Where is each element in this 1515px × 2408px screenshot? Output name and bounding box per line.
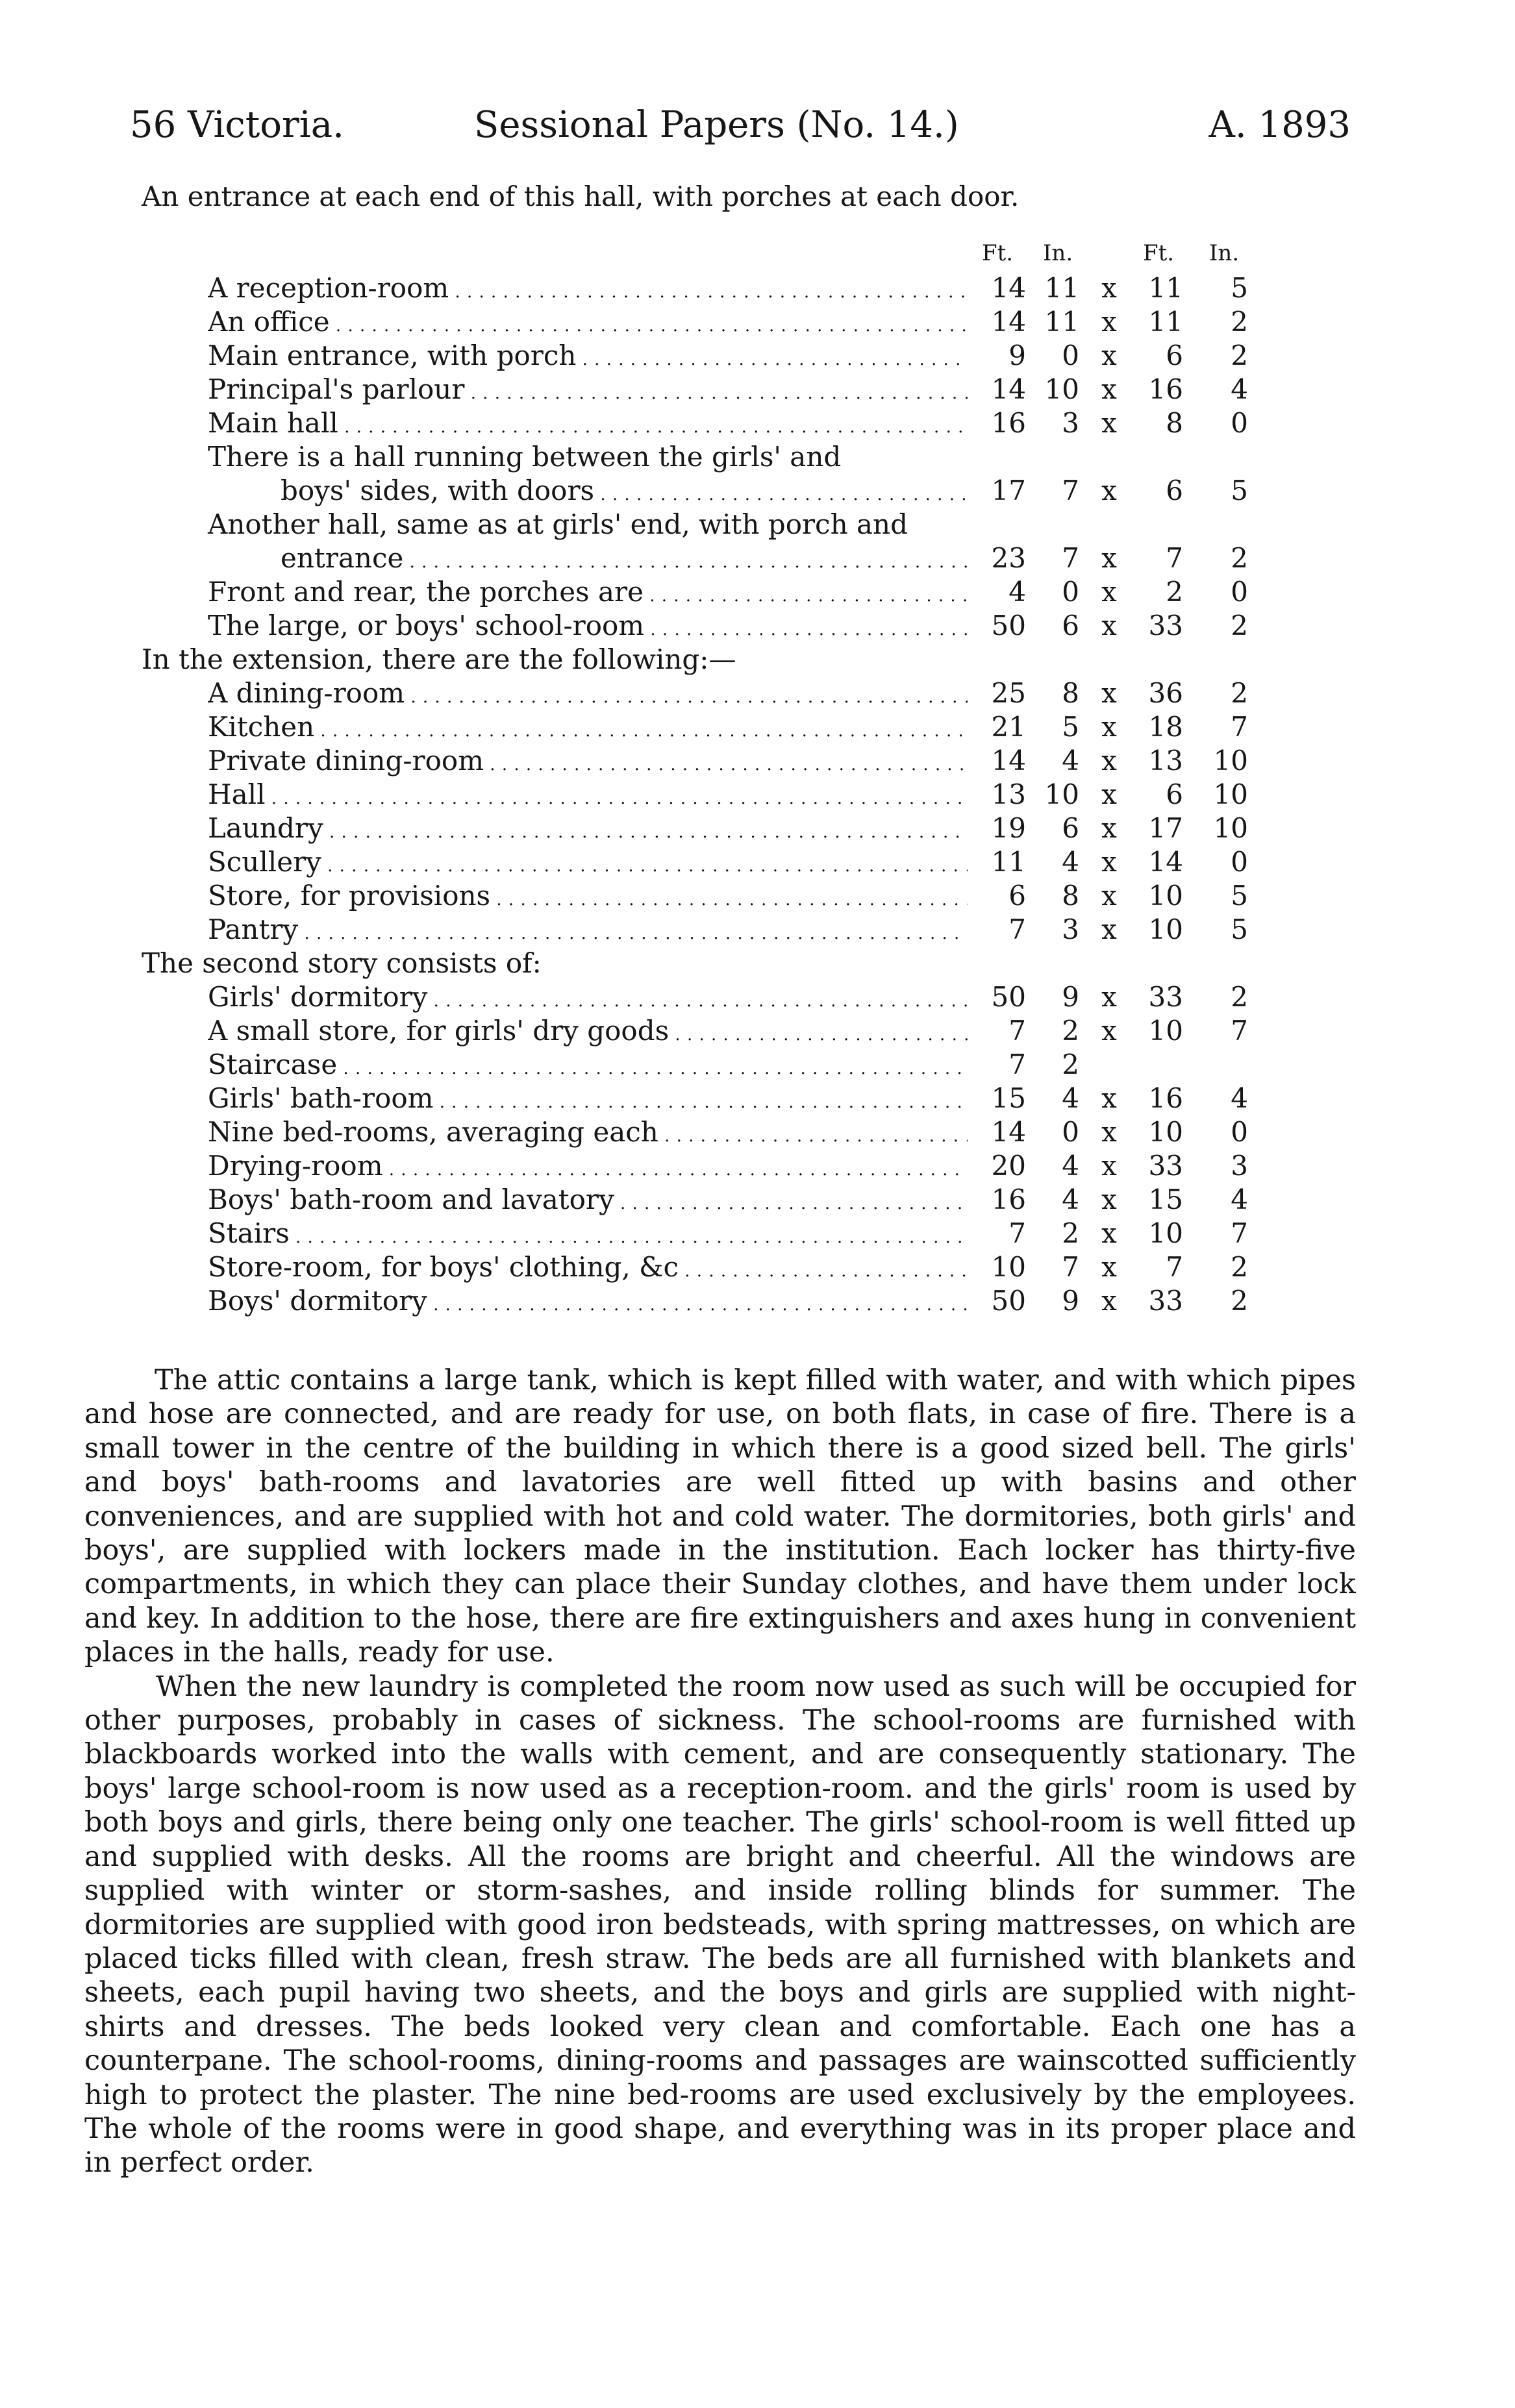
- times-sign: x: [1101, 373, 1117, 405]
- running-header: [130, 104, 1351, 162]
- length-feet: 6: [1008, 880, 1026, 912]
- width-feet: 17: [1148, 812, 1183, 844]
- row-label: Store, for provisions . . .: [208, 879, 968, 913]
- length-feet: 7: [1008, 913, 1026, 945]
- row-label: Main entrance, with porch . . .: [208, 339, 968, 373]
- row-label: Kitchen . . .: [208, 710, 968, 744]
- width-inches: 5: [1231, 913, 1248, 945]
- table-row: [0, 474, 1515, 508]
- width-inches: 0: [1231, 576, 1248, 608]
- width-inches: 2: [1231, 677, 1248, 709]
- length-inches: 2: [1062, 1015, 1079, 1047]
- paragraph-attic: The attic contains a large tank, which is kept filled with water, and with which pipes and hose are connected, and are ready for use, on both flats, in case of fire. There is a small tower in the centre of the building in which there is a good sized bell. The girls' and boys' bath-rooms and lavatories are well fitted up with basins and other conveniences, and are supplied with hot and cold water. The dormitories, both girls' and boys', are supplied with lockers made in the institution. Each locker has thirty-five compartments, in which they can place their Sunday clothes, and have them under lock and key. In addition to the hose, there are fire extinguishers and axes hung in convenient places in the halls, ready for use.: [84, 1364, 1356, 1669]
- times-sign: x: [1101, 846, 1117, 878]
- length-inches: 2: [1062, 1049, 1079, 1080]
- length-feet: 14: [991, 373, 1026, 405]
- times-sign: x: [1101, 306, 1117, 338]
- unit-inches-1: In.: [1043, 240, 1073, 266]
- width-inches: 7: [1231, 1015, 1248, 1047]
- width-feet: 36: [1148, 677, 1183, 709]
- table-row: [0, 339, 1515, 373]
- length-feet: 25: [991, 677, 1026, 709]
- length-inches: 2: [1062, 1217, 1079, 1249]
- width-feet: 14: [1148, 846, 1183, 878]
- table-row: [0, 879, 1515, 913]
- length-feet: 50: [991, 981, 1026, 1013]
- times-sign: x: [1101, 1116, 1117, 1148]
- length-inches: 11: [1044, 306, 1079, 338]
- length-feet: 11: [991, 846, 1026, 878]
- length-feet: 16: [991, 1184, 1026, 1215]
- length-feet: 14: [991, 272, 1026, 304]
- length-feet: 50: [991, 1285, 1026, 1317]
- times-sign: x: [1101, 1251, 1117, 1283]
- table-row: [0, 541, 1515, 575]
- length-feet: 7: [1008, 1217, 1026, 1249]
- table-row: [0, 1014, 1515, 1048]
- header-title: Sessional Papers (No. 14.): [474, 104, 959, 146]
- unit-feet-1: Ft.: [982, 240, 1014, 266]
- length-inches: 10: [1044, 373, 1079, 405]
- width-feet: 11: [1148, 272, 1183, 304]
- length-feet: 17: [991, 475, 1026, 506]
- row-label: Stairs . . .: [208, 1217, 968, 1250]
- second-story-heading: The second story consists of:: [142, 947, 542, 979]
- width-feet: 16: [1148, 373, 1183, 405]
- times-sign: x: [1101, 1184, 1117, 1215]
- table-row: [0, 271, 1515, 305]
- width-feet: 33: [1148, 1150, 1183, 1182]
- width-inches: 4: [1231, 1184, 1248, 1215]
- row-label: entrance . . .: [281, 541, 968, 575]
- times-sign: x: [1101, 542, 1117, 574]
- row-label: The large, or boys' school-room . . .: [208, 609, 968, 643]
- row-label: Private dining-room . . .: [208, 744, 968, 778]
- row-label: Boys' bath-room and lavatory . . .: [208, 1183, 968, 1217]
- length-feet: 13: [991, 778, 1026, 810]
- table-row: [0, 1284, 1515, 1318]
- row-label: boys' sides, with doors . . .: [281, 474, 968, 508]
- width-feet: 33: [1148, 981, 1183, 1013]
- length-feet: 20: [991, 1150, 1026, 1182]
- width-feet: 16: [1148, 1082, 1183, 1114]
- width-inches: 0: [1231, 846, 1248, 878]
- width-feet: 6: [1166, 778, 1183, 810]
- times-sign: x: [1101, 340, 1117, 371]
- length-feet: 14: [991, 745, 1026, 776]
- table-row: [0, 845, 1515, 879]
- length-inches: 8: [1062, 677, 1079, 709]
- row-label: Main hall . . .: [208, 406, 968, 440]
- body-text: [84, 1363, 1356, 2180]
- row-label: Girls' dormitory . . .: [208, 980, 968, 1014]
- length-feet: 23: [991, 542, 1026, 574]
- times-sign: x: [1101, 1217, 1117, 1249]
- width-feet: 7: [1166, 1251, 1183, 1283]
- times-sign: x: [1101, 778, 1117, 810]
- width-inches: 7: [1231, 711, 1248, 743]
- length-inches: 6: [1062, 812, 1079, 844]
- row-label: Staircase . . .: [208, 1048, 968, 1082]
- table-row: [0, 812, 1515, 845]
- table-row: [0, 1250, 1515, 1284]
- row-label: Boys' dormitory . . .: [208, 1284, 968, 1318]
- times-sign: x: [1101, 812, 1117, 844]
- times-sign: x: [1101, 407, 1117, 439]
- row-label: Drying-room . . .: [208, 1149, 968, 1183]
- length-feet: 15: [991, 1082, 1026, 1114]
- width-inches: 2: [1231, 1251, 1248, 1283]
- row-label: Nine bed-rooms, averaging each . . .: [208, 1115, 968, 1149]
- intro-line: An entrance at each end of this hall, with porches at each door.: [142, 180, 1020, 212]
- width-feet: 10: [1148, 880, 1183, 912]
- table-row: [0, 1082, 1515, 1115]
- times-sign: x: [1101, 880, 1117, 912]
- width-inches: 4: [1231, 373, 1248, 405]
- length-inches: 6: [1062, 610, 1079, 641]
- width-feet: 6: [1166, 340, 1183, 371]
- length-feet: 19: [991, 812, 1026, 844]
- length-inches: 4: [1062, 1150, 1079, 1182]
- hall-note-line: There is a hall running between the girls' and: [208, 441, 842, 473]
- length-inches: 7: [1062, 542, 1079, 574]
- table-row: [0, 575, 1515, 609]
- unit-inches-2: In.: [1209, 240, 1240, 266]
- width-inches: 2: [1231, 306, 1248, 338]
- row-label: Pantry . . .: [208, 913, 968, 947]
- width-inches: 7: [1231, 1217, 1248, 1249]
- width-feet: 15: [1148, 1184, 1183, 1215]
- width-inches: 2: [1231, 542, 1248, 574]
- row-label: Front and rear, the porches are . . .: [208, 575, 968, 609]
- table-row: [0, 1183, 1515, 1217]
- extension-heading: In the extension, there are the following:—: [142, 643, 736, 675]
- times-sign: x: [1101, 1015, 1117, 1047]
- another-hall-line: Another hall, same as at girls' end, with porch and: [208, 508, 908, 540]
- length-feet: 50: [991, 610, 1026, 641]
- width-inches: 10: [1213, 778, 1248, 810]
- header-year: A. 1893: [1208, 104, 1351, 146]
- length-inches: 5: [1062, 711, 1079, 743]
- width-inches: 2: [1231, 610, 1248, 641]
- length-inches: 0: [1062, 576, 1079, 608]
- width-feet: 2: [1166, 576, 1183, 608]
- width-inches: 0: [1231, 407, 1248, 439]
- times-sign: x: [1101, 677, 1117, 709]
- width-feet: 11: [1148, 306, 1183, 338]
- length-feet: 9: [1008, 340, 1026, 371]
- length-inches: 0: [1062, 1116, 1079, 1148]
- paragraph-laundry: When the new laundry is completed the room now used as such will be occupied for other purposes, probably in cases of sickness. The school-rooms are furnished with blackboards worked into the walls with cement, and are consequently stationary. The boys' large school-room is now used as a reception-room. and the girls' room is used by both boys and girls, there being only one teacher. The girls' school-room is well fitted up and supplied with desks. All the rooms are bright and cheerful. All the windows are supplied with winter or storm-sashes, and inside rolling blinds for summer. The dormitories are supplied with good iron bedsteads, with spring mattresses, on which are placed ticks filled with clean, fresh straw. The beds are all furnished with blankets and sheets, each pupil having two sheets, and the boys and girls are supplied with night-shirts and dresses. The beds looked very clean and comfortable. Each one has a counterpane. The school-rooms, dining-rooms and passages are wainscotted sufficiently high to protect the plaster. The nine bed-rooms are used exclusively by the employees. The whole of the rooms were in good shape, and everything was in its proper place and in perfect order.: [84, 1670, 1356, 2179]
- length-inches: 7: [1062, 475, 1079, 506]
- row-label: Scullery . . .: [208, 845, 968, 879]
- table-row: [0, 1115, 1515, 1149]
- length-inches: 3: [1062, 913, 1079, 945]
- width-inches: 0: [1231, 1116, 1248, 1148]
- length-inches: 4: [1062, 1082, 1079, 1114]
- unit-feet-2: Ft.: [1143, 240, 1175, 266]
- row-label: A small store, for girls' dry goods . . .: [208, 1014, 968, 1048]
- length-feet: 14: [991, 306, 1026, 338]
- row-label: An office . . .: [208, 305, 968, 339]
- table-row: [0, 373, 1515, 406]
- row-label: Store-room, for boys' clothing, &c . . .: [208, 1250, 968, 1284]
- width-feet: 10: [1148, 1116, 1183, 1148]
- length-inches: 11: [1044, 272, 1079, 304]
- table-row: [0, 609, 1515, 643]
- table-row: [0, 980, 1515, 1014]
- times-sign: x: [1101, 576, 1117, 608]
- width-feet: 6: [1166, 475, 1183, 506]
- width-feet: 33: [1148, 610, 1183, 641]
- length-feet: 7: [1008, 1015, 1026, 1047]
- width-inches: 5: [1231, 880, 1248, 912]
- length-inches: 4: [1062, 1184, 1079, 1215]
- times-sign: x: [1101, 1082, 1117, 1114]
- times-sign: x: [1101, 1150, 1117, 1182]
- length-feet: 14: [991, 1116, 1026, 1148]
- length-inches: 9: [1062, 1285, 1079, 1317]
- table-row: [0, 1149, 1515, 1183]
- length-feet: 21: [991, 711, 1026, 743]
- width-feet: 7: [1166, 542, 1183, 574]
- length-feet: 7: [1008, 1049, 1026, 1080]
- width-feet: 8: [1166, 407, 1183, 439]
- header-volume: 56 Victoria.: [130, 104, 344, 146]
- width-inches: 10: [1213, 812, 1248, 844]
- table-row: [0, 744, 1515, 778]
- row-label: Laundry . . .: [208, 812, 968, 845]
- length-inches: 9: [1062, 981, 1079, 1013]
- width-feet: 10: [1148, 1015, 1183, 1047]
- width-inches: 2: [1231, 981, 1248, 1013]
- length-inches: 4: [1062, 745, 1079, 776]
- times-sign: x: [1101, 913, 1117, 945]
- length-inches: 0: [1062, 340, 1079, 371]
- row-label: Hall . . .: [208, 778, 968, 812]
- width-inches: 4: [1231, 1082, 1248, 1114]
- table-row: [0, 406, 1515, 440]
- length-feet: 10: [991, 1251, 1026, 1283]
- times-sign: x: [1101, 1285, 1117, 1317]
- width-inches: 3: [1231, 1150, 1248, 1182]
- length-feet: 4: [1008, 576, 1026, 608]
- times-sign: x: [1101, 745, 1117, 776]
- length-inches: 4: [1062, 846, 1079, 878]
- times-sign: x: [1101, 981, 1117, 1013]
- row-label: Girls' bath-room . . .: [208, 1082, 968, 1115]
- table-row: [0, 305, 1515, 339]
- width-inches: 10: [1213, 745, 1248, 776]
- row-label: A dining-room . . .: [208, 676, 968, 710]
- table-row: [0, 1048, 1515, 1082]
- row-label: A reception-room . . .: [208, 271, 968, 305]
- length-feet: 16: [991, 407, 1026, 439]
- width-inches: 5: [1231, 475, 1248, 506]
- width-feet: 18: [1148, 711, 1183, 743]
- width-inches: 2: [1231, 340, 1248, 371]
- width-inches: 5: [1231, 272, 1248, 304]
- row-label: Principal's parlour . . .: [208, 373, 968, 406]
- width-feet: 10: [1148, 1217, 1183, 1249]
- times-sign: x: [1101, 475, 1117, 506]
- times-sign: x: [1101, 610, 1117, 641]
- table-row: [0, 778, 1515, 812]
- table-row: [0, 1217, 1515, 1250]
- times-sign: x: [1101, 272, 1117, 304]
- table-row: [0, 913, 1515, 947]
- table-row: [0, 676, 1515, 710]
- length-inches: 8: [1062, 880, 1079, 912]
- table-row: [0, 710, 1515, 744]
- width-feet: 10: [1148, 913, 1183, 945]
- length-inches: 7: [1062, 1251, 1079, 1283]
- width-feet: 33: [1148, 1285, 1183, 1317]
- times-sign: x: [1101, 711, 1117, 743]
- width-feet: 13: [1148, 745, 1183, 776]
- length-inches: 3: [1062, 407, 1079, 439]
- length-inches: 10: [1044, 778, 1079, 810]
- width-inches: 2: [1231, 1285, 1248, 1317]
